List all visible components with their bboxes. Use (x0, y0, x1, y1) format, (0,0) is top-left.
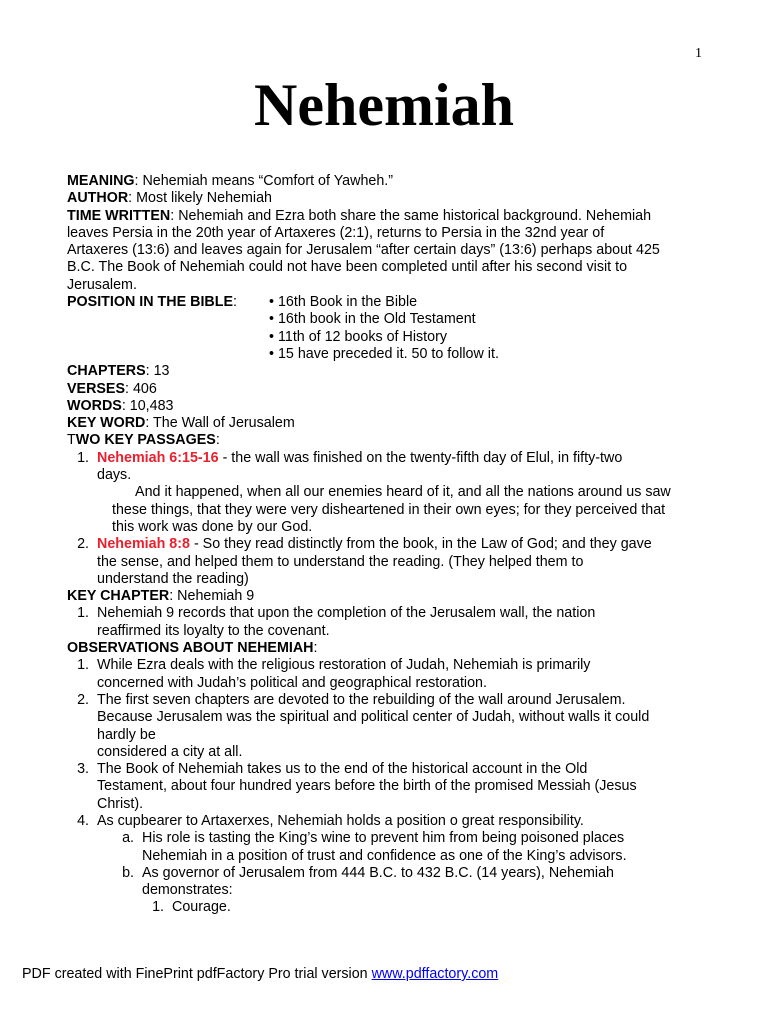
item-number: 1. (77, 605, 89, 622)
item-text: The Book of Nehemiah takes us to the end of the historical account in the Old (97, 761, 588, 778)
list-item (67, 813, 707, 830)
key-word-text: : The Wall of Jerusalem (145, 415, 295, 432)
item-text: concerned with Judah’s political and geographical restoration. (97, 674, 487, 691)
list-item (142, 899, 614, 916)
item-number: 1. (152, 899, 164, 916)
item-text: Because Jerusalem was the spiritual and political center of Judah, without walls it could (97, 709, 650, 726)
verses-line (67, 381, 707, 398)
meaning-text: : Nehemiah means “Comfort of Yawheh.” (134, 173, 394, 189)
position-section (67, 294, 707, 363)
item-number: 2. (77, 536, 89, 553)
chapters-text: : 13 (145, 363, 170, 380)
item-text: hardly be (97, 726, 156, 743)
pdffactory-link[interactable]: www.pdffactory.com (371, 966, 499, 982)
key-chapter-text: : Nehemiah 9 (169, 588, 255, 605)
item-text: As cupbearer to Artaxerxes, Nehemiah holds a position o great responsibility. (97, 812, 584, 829)
item-text: Courage. (172, 899, 231, 916)
key-chapter-line (67, 588, 707, 605)
item-text: considered a city at all. (97, 743, 243, 760)
scripture-reference: Nehemiah 8:8 (97, 536, 190, 553)
quote-line: And it happened, when all our enemies heard of it, and all the nations around us saw (112, 484, 671, 501)
time-written-text: : Nehemiah and Ezra both share the same historical background. Nehemiah (170, 207, 652, 224)
item-text: His role is tasting the King’s wine to prevent him from being poisoned places (142, 830, 625, 847)
quote-line: this work was done by our God. (112, 518, 313, 535)
item-number: 1. (77, 449, 89, 466)
meaning-label: MEANING (67, 173, 135, 189)
item-number: 1. (77, 657, 89, 674)
item-text: Nehemiah in a position of trust and confidence as one of the King’s advisors. (142, 847, 627, 864)
observations-label: OBSERVATIONS ABOUT NEHEMIAH (67, 640, 314, 657)
passage-text: - the wall was finished on the twenty-fifth day of Elul, in fifty-two (218, 449, 623, 466)
key-word-line (67, 415, 707, 432)
item-text: demonstrates: (142, 882, 233, 899)
page-title: Nehemiah (254, 72, 514, 138)
position-list (269, 294, 499, 363)
passage-text: days. (97, 467, 132, 484)
key-passages-initial: T (67, 432, 76, 449)
key-passages-label: WO KEY PASSAGES (75, 432, 216, 449)
verses-text: : 406 (125, 380, 157, 397)
list-item: • 16th Book in the Bible (269, 294, 418, 311)
pdf-footer (22, 966, 498, 982)
position-label: POSITION IN THE BIBLE (67, 294, 234, 311)
passage-quote (112, 484, 707, 536)
verses-label: VERSES (67, 380, 126, 397)
item-text: As governor of Jerusalem from 444 B.C. to 432 B.C. (14 years), Nehemiah (142, 864, 615, 881)
observations-heading (67, 640, 707, 657)
list-item: • 15 have preceded it. 50 to follow it. (269, 345, 499, 362)
key-chapter-label: KEY CHAPTER (67, 588, 170, 605)
list-item (112, 830, 707, 865)
page-number: 1 (695, 46, 702, 61)
chapters-label: CHAPTERS (67, 363, 146, 380)
words-text: : 10,483 (121, 397, 174, 414)
position-colon: : (233, 294, 237, 311)
item-text: reaffirmed its loyalty to the covenant. (97, 622, 330, 639)
list-item (67, 450, 707, 485)
quote-line: these things, that they were very disheartened in their own eyes; for they perceived that (112, 501, 666, 518)
item-number: 2. (77, 691, 89, 708)
passage-text: - So they read distinctly from the book, in the Law of God; and they gave (189, 536, 652, 553)
author-label: AUTHOR (67, 190, 129, 207)
time-written-text: leaves Persia in the 20th year of Artaxeres (2:1), returns to Persia in the 32nd year of (67, 224, 605, 241)
list-item (67, 761, 707, 813)
list-item (67, 605, 707, 640)
list-item: • 11th of 12 books of History (269, 328, 447, 345)
observations-colon: : (313, 640, 318, 657)
list-item (112, 865, 707, 917)
key-passages-heading (67, 432, 707, 449)
key-word-label: KEY WORD (67, 415, 146, 432)
author-line (67, 190, 707, 207)
sub-list (112, 830, 707, 916)
item-text: Christ). (97, 795, 144, 812)
meaning-line (67, 173, 707, 190)
list-item (67, 536, 707, 588)
item-letter: a. (122, 830, 134, 847)
item-number: 4. (77, 812, 89, 829)
time-written-line (67, 208, 707, 225)
item-letter: b. (122, 864, 134, 881)
chapters-line (67, 363, 707, 380)
item-text: The first seven chapters are devoted to the rebuilding of the wall around Jerusalem. (97, 691, 626, 708)
footer-text: PDF created with FinePrint pdfFactory Pro trial version (22, 966, 372, 982)
scripture-reference: Nehemiah 6:15-16 (97, 449, 219, 466)
passage-text: understand the reading) (97, 570, 249, 587)
time-written-text: B.C. The Book of Nehemiah could not have been completed until after his second visit to (67, 259, 628, 276)
key-passages-colon: : (215, 432, 220, 449)
words-line (67, 398, 707, 415)
time-written-text: Jerusalem. (67, 276, 137, 293)
list-item: • 16th book in the Old Testament (269, 311, 476, 328)
item-text: While Ezra deals with the religious restoration of Judah, Nehemiah is primarily (97, 657, 591, 674)
author-text: : Most likely Nehemiah (128, 190, 272, 207)
list-item (67, 692, 707, 761)
words-label: WORDS (67, 397, 122, 414)
time-written-text: Artaxeres (13:6) and leaves again for Jerusalem “after certain days” (13:6) perhaps about 425 (67, 242, 660, 259)
list-item (67, 657, 707, 692)
item-text: Nehemiah 9 records that upon the completion of the Jerusalem wall, the nation (97, 605, 596, 622)
passage-text: the sense, and helped them to understand the reading. (They helped them to (97, 553, 584, 570)
document-body (67, 173, 707, 917)
time-written-label: TIME WRITTEN (67, 207, 171, 224)
item-text: Testament, about four hundred years before the birth of the promised Messiah (Jesus (97, 778, 637, 795)
item-number: 3. (77, 761, 89, 778)
